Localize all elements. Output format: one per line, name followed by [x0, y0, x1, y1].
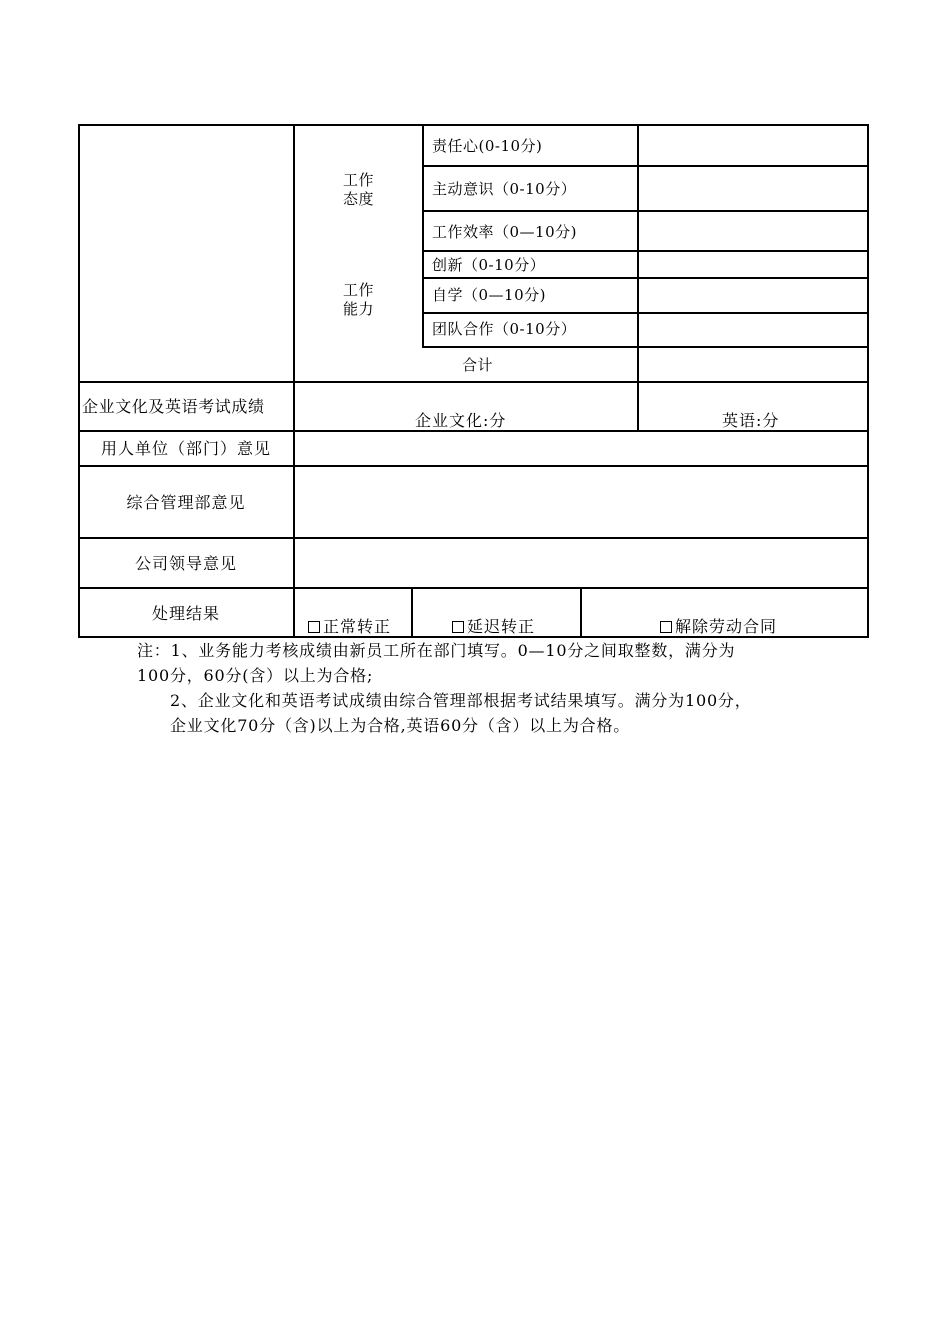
result-option-delayed[interactable] [452, 618, 535, 636]
result-option-terminate[interactable] [660, 618, 777, 636]
score-cell-total[interactable] [640, 349, 866, 380]
item-self-learning: 自学（0—10分) [432, 286, 546, 304]
item-responsibility: 责任心(0-10分) [432, 137, 543, 155]
admin-opinion-field[interactable] [296, 468, 866, 536]
note-line-1: 注：1、业务能力考核成绩由新员工所在部门填写。0—10分之间取整数，满分为 [137, 641, 736, 660]
note-line-3: 2、企业文化和英语考试成绩由综合管理部根据考试结果填写。满分为100分， [170, 691, 752, 710]
note-line-2: 100分，60分(含）以上为合格; [137, 666, 374, 685]
divider-result-2 [580, 588, 582, 638]
row-line-4 [422, 277, 869, 279]
checkbox-icon[interactable] [308, 621, 320, 633]
result-option-regular[interactable] [308, 618, 391, 636]
score-cell-initiative[interactable] [640, 168, 866, 209]
divider-item-column [422, 124, 424, 348]
category-ability-label: 工作 能力 [343, 281, 375, 318]
divider-result-1 [411, 588, 413, 638]
leader-opinion-label: 公司领导意见 [134, 554, 237, 573]
admin-opinion-label: 综合管理部意见 [126, 493, 246, 512]
category-attitude-label: 工作 态度 [343, 171, 375, 208]
total-label: 合计 [462, 356, 494, 374]
row-line-exam [78, 430, 869, 432]
row-line-leader [78, 587, 869, 589]
note-line-4: 企业文化70分（含)以上为合格,英语60分（含）以上为合格。 [170, 716, 631, 735]
checkbox-icon[interactable] [660, 621, 672, 633]
result-option-terminate-label: 解除劳动合同 [675, 617, 778, 636]
photo-cell [81, 127, 292, 380]
score-cell-efficiency[interactable] [640, 213, 866, 249]
item-teamwork: 团队合作（0-10分） [432, 320, 577, 338]
result-label: 处理结果 [151, 604, 220, 623]
exam-culture-score[interactable]: 企业文化:分 [415, 411, 507, 430]
row-line-5 [422, 312, 869, 314]
row-line-6 [422, 346, 869, 348]
row-line-3 [422, 250, 869, 252]
row-line-admin [78, 537, 869, 539]
item-efficiency: 工作效率（0—10分) [432, 223, 577, 241]
score-cell-self-learning[interactable] [640, 280, 866, 311]
exam-label: 企业文化及英语考试成绩 [82, 397, 265, 416]
row-line-1 [422, 165, 869, 167]
score-cell-responsibility[interactable] [640, 127, 866, 164]
row-line-2 [422, 210, 869, 212]
exam-english-score[interactable]: 英语:分 [722, 411, 780, 430]
item-innovation: 创新（0-10分） [432, 256, 546, 274]
row-line-dept [78, 465, 869, 467]
score-cell-innovation[interactable] [640, 253, 866, 276]
dept-opinion-field[interactable] [296, 433, 866, 464]
row-line-total [78, 381, 869, 383]
result-option-delayed-label: 延迟转正 [467, 617, 536, 636]
item-initiative: 主动意识（0-10分） [432, 180, 577, 198]
result-option-regular-label: 正常转正 [323, 617, 392, 636]
dept-opinion-label: 用人单位（部门）意见 [100, 439, 271, 458]
border-top [78, 124, 869, 126]
leader-opinion-field[interactable] [296, 540, 866, 586]
checkbox-icon[interactable] [452, 621, 464, 633]
score-cell-teamwork[interactable] [640, 315, 866, 345]
